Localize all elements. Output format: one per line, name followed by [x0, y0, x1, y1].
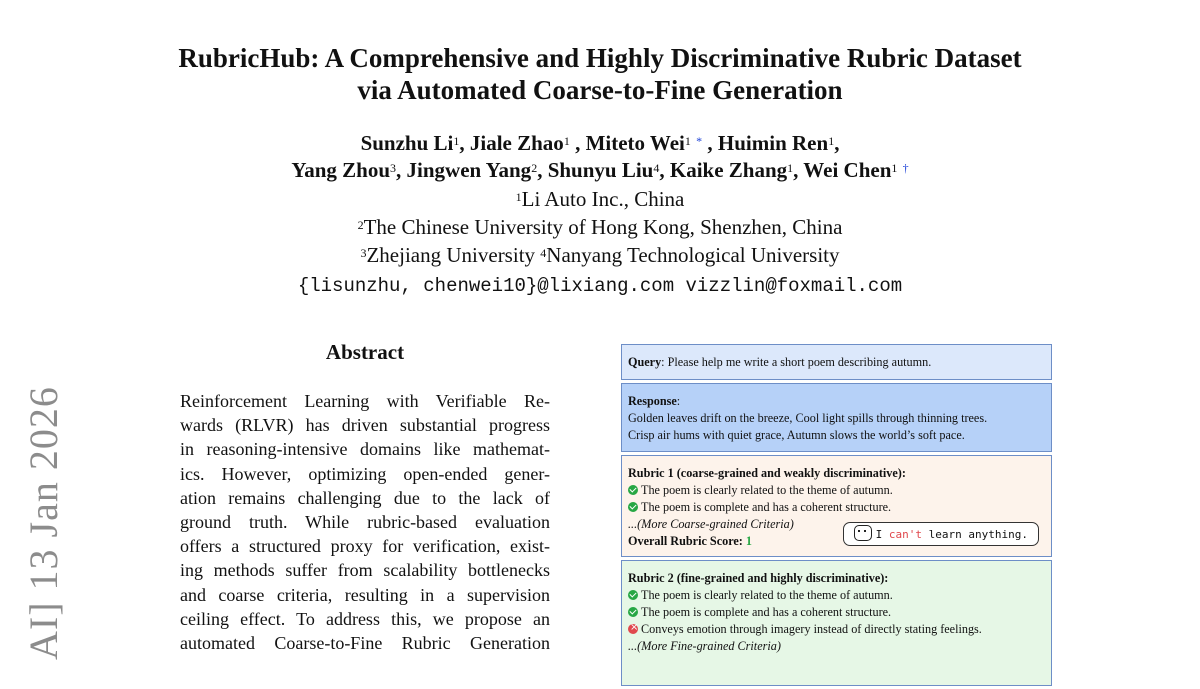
rubric-item: The poem is complete and has a coherent structure.	[641, 605, 892, 619]
response-line: Golden leaves drift on the breeze, Cool light spills through thinning trees.	[628, 411, 988, 425]
affil-sup: 1	[828, 134, 835, 148]
score-label: Overall Rubric Score:	[628, 534, 746, 548]
abstract-body	[180, 389, 550, 655]
author-line-1: Sunzhu Li$^1$, Jiale Zhao$^1$ , Miteto Wei$^1$ * , Huimin Ren$^1$,	[360, 131, 840, 155]
author-name: , Miteto Wei	[569, 131, 685, 155]
rubric-1-box: Rubric 1 (coarse-grained and weakly discriminative): The poem is clearly related to the theme of autumn. The poem is complete and has a coherent structure. ...(More Coarse-grained Criteria) Overall Rubric Score: 1 I can't learn anything.	[621, 455, 1052, 557]
response-line: Crisp air hums with quiet grace, Autumn slows the world’s soft pace.	[628, 428, 965, 442]
abstract-line: offers a structured proxy for verification, exist-	[180, 536, 550, 557]
rubric-item: The poem is clearly related to the theme of autumn.	[641, 483, 893, 497]
author-name: Yang Zhou	[291, 158, 391, 182]
rubric-1-title: Rubric 1 (coarse-grained and weakly discriminative)	[628, 466, 902, 480]
check-icon	[628, 590, 638, 600]
author-name: Sunzhu Li	[360, 131, 454, 155]
affil-sup: 2	[357, 218, 364, 232]
response-box: Response: Golden leaves drift on the breeze, Cool light spills through thinning trees. Crisp air hums with quiet grace, Autumn slows the world’s soft pace.	[621, 383, 1052, 452]
abstract-line: ing methods suffer from scalability bottlenecks	[180, 560, 550, 581]
abstract-heading: Abstract	[325, 340, 405, 364]
affil-sup: 2	[531, 161, 538, 175]
robot-text: learn anything.	[922, 528, 1028, 541]
rubric-item: The poem is clearly related to the theme of autumn.	[641, 588, 893, 602]
affil-sup: 1	[787, 161, 794, 175]
title-line-1: RubricHub: A Comprehensive and Highly Discriminative Rubric Dataset	[178, 43, 1022, 73]
equal-contribution-mark: *	[696, 134, 703, 148]
abstract-line: Reinforcement Learning with Verifiable Re-	[180, 391, 550, 411]
query-label: Query	[628, 355, 662, 369]
rubric-item: Conveys emotion through imagery instead of directly stating feelings.	[641, 622, 982, 636]
rubric-2-box: Rubric 2 (fine-grained and highly discriminative): The poem is clearly related to the theme of autumn. The poem is complete and has a coherent structure. ×Conveys emotion through imagery instead of directly stating feelings. ...(More Fine-grained Criteria)	[621, 560, 1052, 686]
affil-sup: 3	[390, 161, 397, 175]
response-label: Response	[628, 394, 677, 408]
query-box	[621, 344, 1052, 380]
robot-text-cant: can't	[888, 528, 923, 541]
robot-speech-tag	[843, 522, 1039, 546]
author-emails[interactable]: {lisunzhu, chenwei10}@lixiang.com vizzlin@foxmail.com	[297, 275, 903, 297]
affiliation-3-4	[0, 241, 1200, 269]
rubric-figure	[621, 344, 1052, 689]
title-line-2: via Automated Coarse-to-Fine Generation	[357, 75, 843, 105]
affil-sup: 1	[515, 190, 522, 204]
affil-sup: 3	[360, 246, 367, 260]
abstract-line: ics. However, optimizing open-ended gener-	[180, 463, 550, 484]
affil-sup: 4	[653, 161, 660, 175]
affiliation-text: Li Auto Inc., China	[521, 187, 685, 211]
paper-title	[0, 42, 1200, 106]
affil-sup: 1	[891, 161, 898, 175]
abstract-line: ceiling effect. To address this, we propose an	[180, 608, 550, 629]
abstract-line: in reasoning-intensive domains like mathemat-	[180, 439, 550, 460]
check-icon	[628, 607, 638, 617]
check-icon	[628, 502, 638, 512]
robot-text: I	[875, 528, 889, 541]
author-line-2	[0, 157, 1200, 184]
abstract-line: wards (RLVR) has driven substantial progress	[180, 415, 550, 436]
affil-sup: 1	[563, 134, 570, 148]
affiliation-text: The Chinese University of Hong Kong, Shenzhen, China	[363, 215, 843, 239]
query-text: : Please help me write a short poem describing autumn.	[661, 355, 932, 369]
affil-sup: 1	[684, 134, 691, 148]
author-name: , Wei Chen	[793, 158, 892, 182]
affiliation-2	[0, 213, 1200, 241]
cross-icon	[628, 624, 638, 634]
affiliation-1	[0, 185, 1200, 213]
rubric-2-title: Rubric 2 (fine-grained and highly discriminative)	[628, 571, 885, 585]
affil-sup: 4	[540, 246, 547, 260]
robot-icon	[854, 525, 872, 541]
score-value: 1	[745, 534, 752, 548]
affiliation-text: Zhejiang University	[366, 243, 541, 267]
rubric-item: The poem is complete and has a coherent structure.	[641, 500, 892, 514]
more-criteria: ...(More Fine-grained Criteria)	[628, 639, 781, 653]
affil-sup: 1	[453, 134, 460, 148]
author-name: , Jingwen Yang	[396, 158, 532, 182]
check-icon	[628, 485, 638, 495]
corresponding-mark: †	[902, 161, 909, 175]
author-name: , Huimin Ren	[702, 131, 829, 155]
abstract-line: and coarse criteria, resulting in a supervision	[180, 584, 550, 605]
author-name: , Shunyu Liu	[537, 158, 654, 182]
more-criteria: ...(More Coarse-grained Criteria)	[628, 517, 794, 531]
abstract-line: automated Coarse-to-Fine Rubric Generation	[180, 633, 550, 654]
author-name: , Jiale Zhao	[459, 131, 564, 155]
arxiv-stamp: AI] 13 Jan 2026	[21, 386, 66, 660]
abstract-line: ground truth. While rubric-based evaluation	[180, 512, 550, 533]
abstract-line: ation remains challenging due to the lack of	[180, 487, 550, 508]
affiliation-text: Nanyang Technological University	[546, 243, 840, 267]
author-name: , Kaike Zhang	[659, 158, 788, 182]
